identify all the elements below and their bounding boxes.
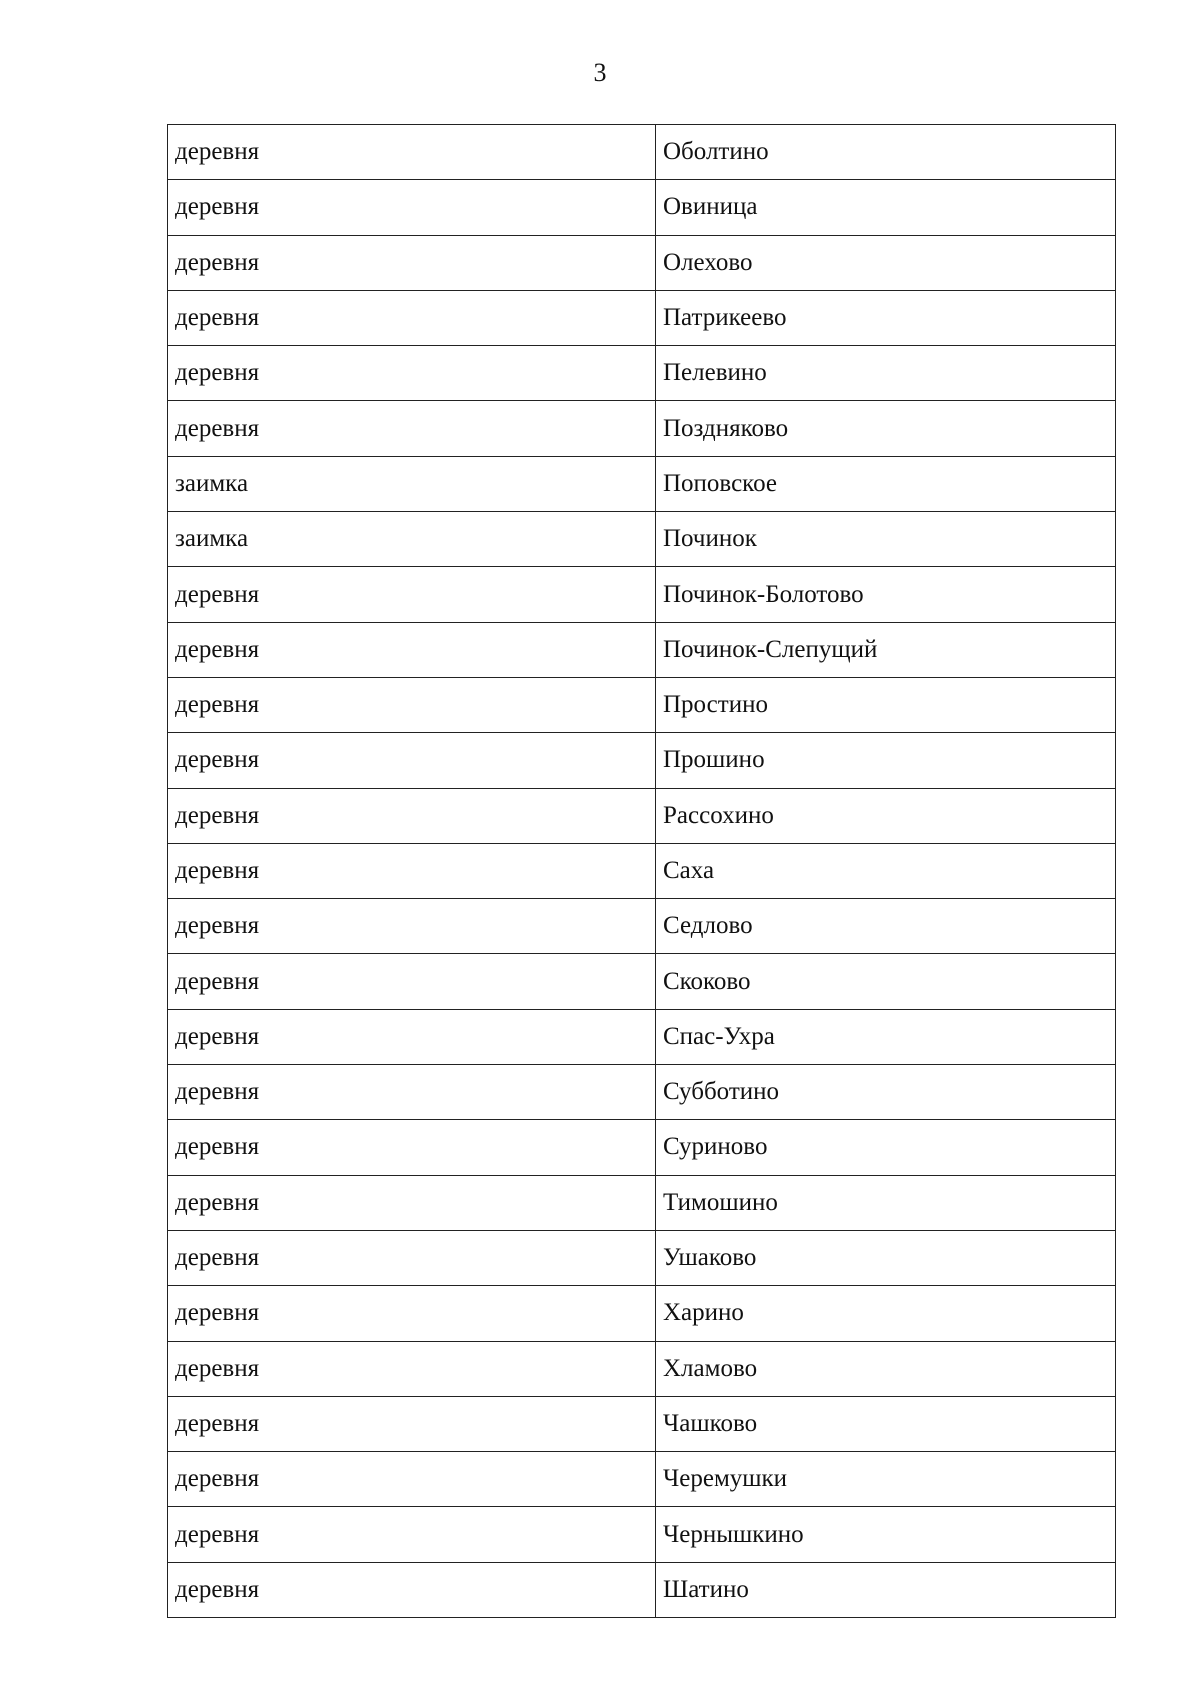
table-row <box>168 1175 1116 1230</box>
settlement-type-cell: деревня <box>168 1230 656 1285</box>
settlement-type-cell: заимка <box>168 456 656 511</box>
settlement-name-cell: Патрикеево <box>656 290 1116 345</box>
settlement-type-cell: заимка <box>168 512 656 567</box>
settlement-type-cell: деревня <box>168 346 656 401</box>
settlement-name-cell: Черемушки <box>656 1452 1116 1507</box>
settlement-name-cell: Спас-Ухра <box>656 1009 1116 1064</box>
table-row <box>168 235 1116 290</box>
settlement-name-cell: Починок <box>656 512 1116 567</box>
settlement-type-cell: деревня <box>168 401 656 456</box>
settlement-name-cell: Овиница <box>656 180 1116 235</box>
settlement-name-cell: Субботино <box>656 1065 1116 1120</box>
settlement-name-cell: Саха <box>656 843 1116 898</box>
table-row <box>168 1507 1116 1562</box>
table-row <box>168 1562 1116 1617</box>
table-row <box>168 346 1116 401</box>
table-row <box>168 677 1116 732</box>
settlement-type-cell: деревня <box>168 1065 656 1120</box>
table-row <box>168 401 1116 456</box>
settlement-type-cell: деревня <box>168 1452 656 1507</box>
settlement-name-cell: Ушаково <box>656 1230 1116 1285</box>
settlement-type-cell: деревня <box>168 125 656 180</box>
settlements-table <box>167 124 1116 1618</box>
settlement-type-cell: деревня <box>168 1286 656 1341</box>
settlement-type-cell: деревня <box>168 677 656 732</box>
settlement-name-cell: Поповское <box>656 456 1116 511</box>
settlement-type-cell: деревня <box>168 954 656 1009</box>
table-row <box>168 843 1116 898</box>
settlement-name-cell: Рассохино <box>656 788 1116 843</box>
table-row <box>168 180 1116 235</box>
table-row <box>168 733 1116 788</box>
settlement-type-cell: деревня <box>168 899 656 954</box>
settlement-type-cell: деревня <box>168 622 656 677</box>
settlement-name-cell: Харино <box>656 1286 1116 1341</box>
settlement-type-cell: деревня <box>168 788 656 843</box>
settlement-name-cell: Прошино <box>656 733 1116 788</box>
settlement-name-cell: Олехово <box>656 235 1116 290</box>
settlement-type-cell: деревня <box>168 1120 656 1175</box>
settlement-name-cell: Простино <box>656 677 1116 732</box>
settlement-name-cell: Поздняково <box>656 401 1116 456</box>
settlement-name-cell: Починок-Болотово <box>656 567 1116 622</box>
table-row <box>168 1065 1116 1120</box>
settlement-type-cell: деревня <box>168 235 656 290</box>
settlement-name-cell: Суриново <box>656 1120 1116 1175</box>
page-number: 3 <box>593 58 607 87</box>
settlement-name-cell: Починок-Слепущий <box>656 622 1116 677</box>
settlement-type-cell: деревня <box>168 1507 656 1562</box>
settlement-type-cell: деревня <box>168 843 656 898</box>
table-row <box>168 788 1116 843</box>
settlement-name-cell: Шатино <box>656 1562 1116 1617</box>
table-row <box>168 1286 1116 1341</box>
table-row <box>168 954 1116 1009</box>
settlement-name-cell: Хламово <box>656 1341 1116 1396</box>
table-row <box>168 1120 1116 1175</box>
settlement-name-cell: Скоково <box>656 954 1116 1009</box>
settlement-type-cell: деревня <box>168 290 656 345</box>
settlement-type-cell: деревня <box>168 567 656 622</box>
table-row <box>168 1396 1116 1451</box>
settlements-table-body <box>168 125 1116 1618</box>
settlement-name-cell: Чернышкино <box>656 1507 1116 1562</box>
settlement-name-cell: Оболтино <box>656 125 1116 180</box>
table-row <box>168 622 1116 677</box>
settlement-type-cell: деревня <box>168 180 656 235</box>
table-row <box>168 456 1116 511</box>
settlement-type-cell: деревня <box>168 1175 656 1230</box>
settlement-type-cell: деревня <box>168 1562 656 1617</box>
table-row <box>168 125 1116 180</box>
settlement-name-cell: Пелевино <box>656 346 1116 401</box>
table-row <box>168 567 1116 622</box>
settlement-type-cell: деревня <box>168 733 656 788</box>
table-row <box>168 899 1116 954</box>
settlement-type-cell: деревня <box>168 1009 656 1064</box>
table-row <box>168 512 1116 567</box>
table-row <box>168 1341 1116 1396</box>
settlement-name-cell: Чашково <box>656 1396 1116 1451</box>
settlement-type-cell: деревня <box>168 1396 656 1451</box>
settlement-name-cell: Седлово <box>656 899 1116 954</box>
settlement-name-cell: Тимошино <box>656 1175 1116 1230</box>
table-row <box>168 1452 1116 1507</box>
settlement-type-cell: деревня <box>168 1341 656 1396</box>
table-row <box>168 1009 1116 1064</box>
table-row <box>168 1230 1116 1285</box>
table-row <box>168 290 1116 345</box>
